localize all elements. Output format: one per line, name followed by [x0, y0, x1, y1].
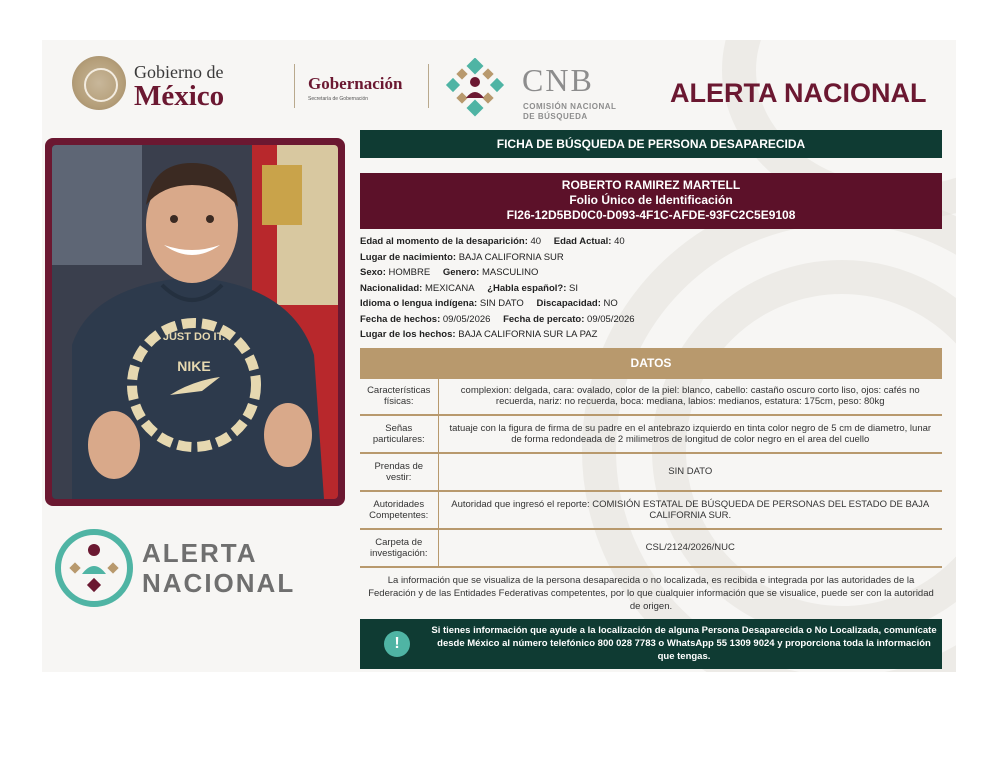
cnb-subtitle-line2: DE BÚSQUEDA	[523, 112, 588, 121]
datos-value: complexion: delgada, cara: ovalado, color de la piel: blanco, cabello: castaño oscuro corto liso, ojos: cafés no recuerda, nariz: no recuerda, boca: mediana, labios: medianos, estatura: 175cm, peso: 80kg	[438, 379, 942, 415]
genero-value: MASCULINO	[481, 267, 539, 278]
datos-value: tatuaje con la figura de firma de su padre en el antebrazo izquierdo en tinta color negro de 5 cm de diametro, lunar de forma redondeada de 2 milimetros de longitud de color negro en el area del cuello	[438, 415, 942, 453]
habla-espanol-label: ¿Habla español?:	[487, 282, 567, 294]
person-info	[360, 234, 942, 343]
fecha-percato-label: Fecha de percato:	[503, 313, 585, 325]
contact-banner	[360, 619, 942, 669]
lugar-nacimiento-label: Lugar de nacimiento:	[360, 251, 457, 263]
fecha-percato-value: 09/05/2026	[587, 313, 635, 325]
lugar-nacimiento-value: BAJA CALIFORNIA SUR	[458, 251, 564, 263]
header-divider	[294, 64, 295, 108]
contact-text: Si tienes información que ayude a la localización de alguna Persona Desaparecida o No Localizada, comunícate desde México al número telefónico 800 028 7783 o WhatsApp 55 1309 9024 y proporciona toda la información que tengas.	[431, 624, 937, 662]
table-row	[360, 453, 942, 491]
ficha-title: FICHA DE BÚSQUEDA DE PERSONA DESAPARECIDA	[360, 130, 942, 158]
fecha-hechos-label: Fecha de hechos:	[360, 313, 441, 325]
gobierno-line2: México	[134, 80, 225, 112]
mexico-seal-icon	[72, 56, 126, 110]
habla-espanol-value: SI	[569, 282, 579, 294]
datos-label: Autoridades Competentes:	[360, 491, 438, 529]
table-row	[360, 415, 942, 453]
info-line	[360, 250, 942, 266]
gobierno-line1: Gobierno de	[134, 62, 224, 82]
person-name: ROBERTO RAMIREZ MARTELL	[561, 178, 741, 192]
cnb-acronym: CNB	[522, 62, 594, 98]
discapacidad-label: Discapacidad:	[536, 298, 601, 309]
cnb-logo-icon	[440, 58, 510, 118]
alert-sheet	[42, 40, 956, 672]
info-line	[360, 265, 942, 281]
datos-label: Características físicas:	[360, 379, 438, 415]
table-row	[360, 379, 942, 415]
discapacidad-value: NO	[603, 298, 618, 309]
nacionalidad-label: Nacionalidad:	[360, 282, 423, 294]
datos-value: SIN DATO	[438, 453, 942, 491]
alerta-nacional-logo	[54, 526, 304, 612]
genero-label: Genero:	[442, 267, 480, 278]
info-line	[360, 281, 942, 297]
info-line	[360, 312, 942, 328]
edad-actual-value: 40	[614, 236, 625, 247]
table-row	[360, 491, 942, 529]
gobernacion-subtitle: Secretaría de Gobernación	[308, 96, 369, 102]
edad-desaparicion-label: Edad al momento de la desaparición:	[360, 236, 528, 247]
edad-desaparicion-value: 40	[530, 236, 542, 247]
datos-header: DATOS	[360, 348, 942, 379]
table-row	[360, 529, 942, 567]
sexo-value: HOMBRE	[388, 267, 431, 278]
datos-table	[360, 379, 942, 568]
datos-value: Autoridad que ingresó el reporte: COMISIÓN ESTATAL DE BÚSQUEDA DE PERSONAS DEL ESTADO DE BAJA CALIFORNIA SUR.	[438, 491, 942, 529]
alerta-logo-icon	[54, 528, 134, 608]
datos-label: Carpeta de investigación:	[360, 529, 438, 567]
header	[72, 52, 932, 124]
datos-label: Prendas de vestir:	[360, 453, 438, 491]
info-line	[360, 296, 942, 312]
sexo-label: Sexo:	[360, 267, 386, 278]
lugar-hechos-label: Lugar de los hechos:	[360, 329, 456, 340]
alerta-logo-line2: NACIONAL	[142, 568, 296, 598]
idioma-label: Idioma o lengua indígena:	[360, 298, 478, 309]
person-identity-band	[360, 173, 942, 229]
gobernacion-name: Gobernación	[308, 74, 403, 93]
alert-exclamation-icon: !	[384, 631, 410, 657]
cnb-subtitle	[523, 102, 616, 122]
details-column	[360, 130, 942, 669]
person-photo	[52, 145, 338, 499]
shirt-slogan-text: JUST DO IT.	[162, 331, 226, 343]
edad-actual-label: Edad Actual:	[553, 236, 612, 247]
cnb-subtitle-line1: COMISIÓN NACIONAL	[523, 102, 617, 111]
lugar-hechos-value: BAJA CALIFORNIA SUR LA PAZ	[458, 329, 598, 340]
alerta-logo-line1: ALERTA	[142, 538, 258, 568]
fecha-hechos-value: 09/05/2026	[442, 313, 491, 325]
person-photo-frame	[45, 138, 345, 506]
folio-number: FI26-12D5BD0C0-D093-4F1C-AFDE-93FC2C5E9108	[506, 208, 796, 222]
idioma-value: SIN DATO	[479, 298, 524, 309]
folio-label: Folio Único de Identificación	[569, 193, 733, 207]
alert-title: ALERTA NACIONAL	[670, 78, 927, 108]
nacionalidad-value: MEXICANA	[424, 282, 475, 294]
disclaimer: La información que se visualiza de la persona desaparecida o no localizada, es recibida e integrada por las autoridades de la Federación y de las Entidades Federativas competentes, por lo que cualquier información que se visualice, puede ser con la autoridad de origen.	[368, 574, 934, 612]
shirt-brand-text: NIKE	[177, 358, 211, 374]
header-divider	[428, 64, 429, 108]
datos-value: CSL/2124/2026/NUC	[438, 529, 942, 567]
info-line	[360, 234, 942, 250]
datos-label: Señas particulares:	[360, 415, 438, 453]
info-line	[360, 327, 942, 343]
